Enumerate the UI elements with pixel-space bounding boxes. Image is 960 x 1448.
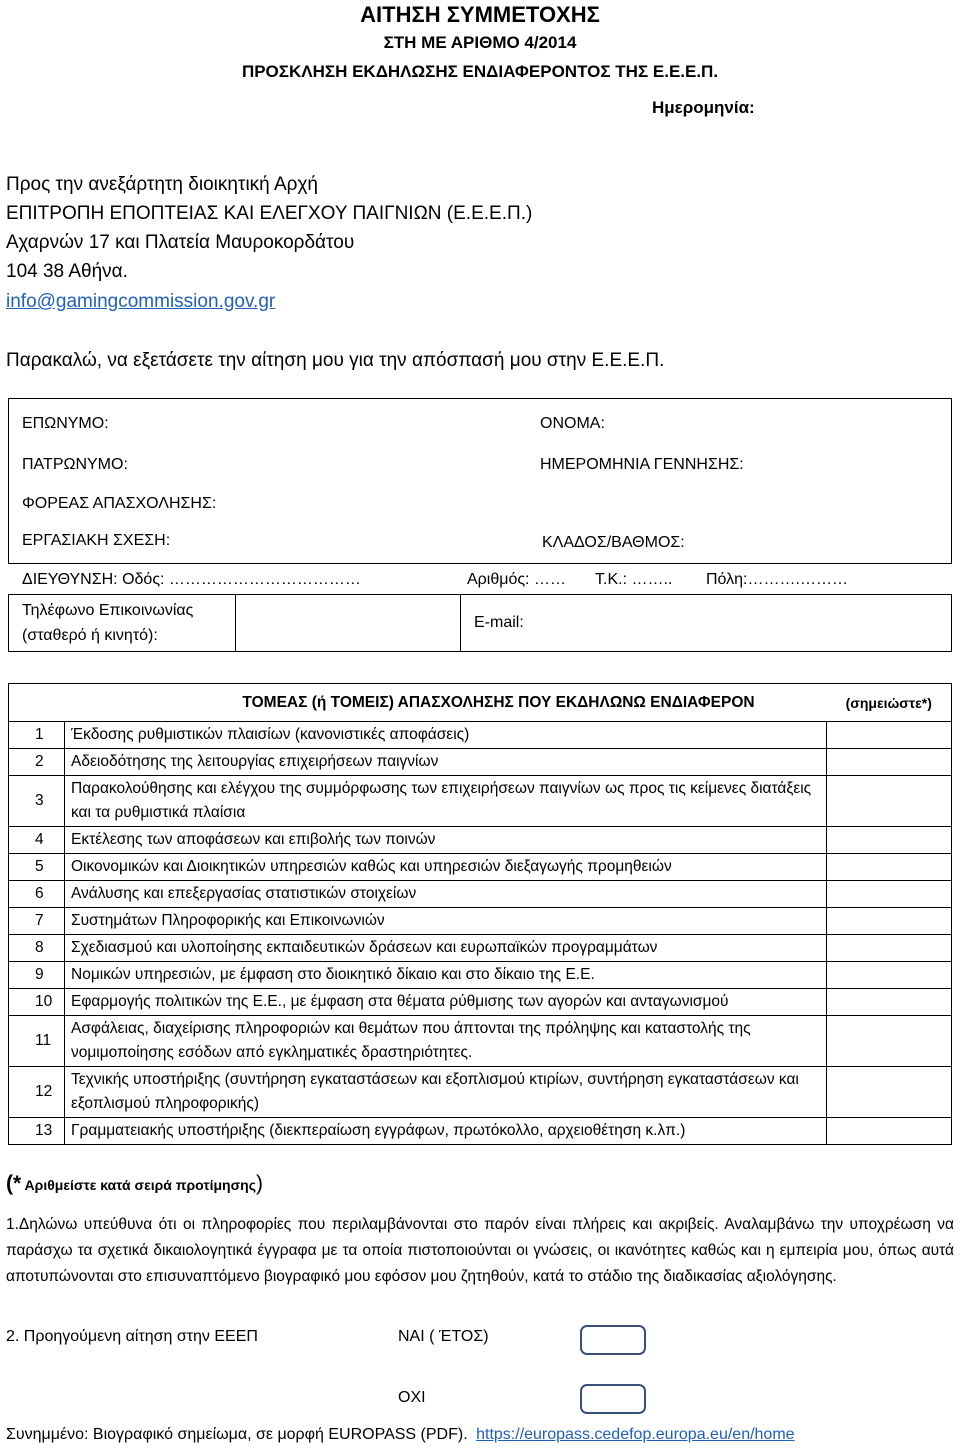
sector-mark-cell[interactable] xyxy=(827,776,952,827)
sector-text: Σχεδιασμού και υλοποίησης εκπαιδευτικών δράσεων και ευρωπαϊκών προγραμμάτων xyxy=(65,935,827,962)
sector-rows xyxy=(9,722,952,1145)
employment-relation-label: ΕΡΓΑΣΙΑΚΗ ΣΧΕΣΗ: xyxy=(22,532,171,549)
page-subtitle: ΣΤΗ ΜΕ ΑΡΙΘΜΟ 4/2014 xyxy=(383,33,577,52)
previous-no-label: ΟΧΙ xyxy=(398,1389,426,1406)
sector-mark-cell[interactable] xyxy=(827,962,952,989)
page-subtitle-2: ΠΡΟΣΚΛΗΣΗ ΕΚΔΗΛΩΣΗΣ ΕΝΔΙΑΦΕΡΟΝΤΟΣ ΤΗΣ Ε.Ε.Ε.Π. xyxy=(241,62,719,81)
declaration-text: 1.Δηλώνω υπεύθυνα ότι οι πληροφορίες που περιλαμβάνονται στο παρόν είναι πλήρεις και ακριβείς. Αναλαμβάνω την υποχρέωση να παράσχω τα σχετικά δικαιολογητικά έγγραφα με τα οποία πιστοποιούνται οι γνώσεις, οι ικανότητες καθώς και η εμπειρία μου, όπως αυτά αποτυπώνονται στο επισυναπτόμενο βιογραφικό μου εφόσον μου ζητηθούν, κατά το στάδιο της διαδικασίας αξιολόγησης. xyxy=(6,1216,954,1285)
sector-mark-cell[interactable] xyxy=(827,908,952,935)
recipient-line-1: Προς την ανεξάρτητη διοικητική Αρχή xyxy=(6,174,318,195)
sectors-header: ΤΟΜΕΑΣ (ή ΤΟΜΕΙΣ) ΑΠΑΣΧΟΛΗΣΗΣ ΠΟΥ ΕΚΔΗΛΩΝΩ ΕΝΔΙΑΦΕΡΟΝ xyxy=(65,684,827,722)
sector-number: 2 xyxy=(9,749,65,776)
postal-code-label: Τ.Κ.: …….. xyxy=(595,571,673,588)
name-label: ΟΝΟΜΑ: xyxy=(540,415,605,432)
sector-text: Παρακολούθησης και ελέγχου της συμμόρφωσης των επιχειρήσεων παιγνίων ως προς τις κείμενες διατάξεις και τα ρυθμιστικά πλαίσια xyxy=(65,776,827,827)
sector-row xyxy=(9,1016,952,1067)
sector-row xyxy=(9,962,952,989)
recipient-line-2: ΕΠΙΤΡΟΠΗ ΕΠΟΠΤΕΙΑΣ ΚΑΙ ΕΛΕΓΧΟΥ ΠΑΙΓΝΙΩΝ (Ε.Ε.Ε.Π.) xyxy=(6,203,533,224)
phone-label-line-2: (σταθερό ή κινητό): xyxy=(22,627,158,644)
sector-number: 9 xyxy=(9,962,65,989)
date-label: Ημερομηνία: xyxy=(652,98,755,117)
grade-label: ΚΛΑΔΟΣ/ΒΑΘΜΟΣ: xyxy=(542,534,685,551)
attachment-label: Συνημμένο: Βιογραφικό σημείωμα, σε μορφή EUROPASS (PDF). xyxy=(6,1426,468,1443)
mark-header: (σημειώστε*) xyxy=(827,684,952,722)
recipient-line-4: 104 38 Αθήνα. xyxy=(6,261,128,282)
page-title: ΑΙΤΗΣΗ ΣΥΜΜΕΤΟΧΗΣ xyxy=(360,2,600,27)
address-number-label: Αριθμός: …… xyxy=(467,571,566,588)
sector-text: Οικονομικών και Διοικητικών υπηρεσιών καθώς και υπηρεσιών διεξαγωγής προμηθειών xyxy=(65,854,827,881)
sector-mark-cell[interactable] xyxy=(827,881,952,908)
sector-mark-cell[interactable] xyxy=(827,1067,952,1118)
sector-mark-cell[interactable] xyxy=(827,935,952,962)
previous-yes-label: ΝΑΙ ( ΈΤΟΣ) xyxy=(398,1328,489,1345)
sector-row xyxy=(9,854,952,881)
address-street-label: ΔΙΕΥΘΥΝΣΗ: Οδός: ……………………………… xyxy=(22,571,361,588)
sector-number: 5 xyxy=(9,854,65,881)
sector-text: Έκδοσης ρυθμιστικών πλαισίων (κανονιστικές αποφάσεις) xyxy=(65,722,827,749)
sector-mark-cell[interactable] xyxy=(827,989,952,1016)
sector-number: 11 xyxy=(9,1016,65,1067)
request-text: Παρακαλώ, να εξετάσετε την αίτηση μου για την απόσπασή μου στην Ε.Ε.Ε.Π. xyxy=(6,350,665,371)
email-label: E-mail: xyxy=(474,614,524,631)
sectors-table xyxy=(8,683,952,1145)
sector-row xyxy=(9,1118,952,1145)
sector-text: Συστημάτων Πληροφορικής και Επικοινωνιών xyxy=(65,908,827,935)
sector-number: 4 xyxy=(9,827,65,854)
sector-mark-cell[interactable] xyxy=(827,1016,952,1067)
sector-text: Γραμματειακής υποστήριξης (διεκπεραίωση εγγράφων, πρωτόκολλο, αρχειοθέτηση κ.λπ.) xyxy=(65,1118,827,1145)
sector-mark-cell[interactable] xyxy=(827,722,952,749)
previous-application-label: 2. Προηγούμενη αίτηση στην ΕΕΕΠ xyxy=(6,1328,258,1345)
sector-text: Τεχνικής υποστήριξης (συντήρηση εγκαταστάσεων και εξοπλισμού κτιρίων, συντήρηση εγκαταστάσεων και εξοπλισμού πληροφορικής) xyxy=(65,1067,827,1118)
sector-number: 1 xyxy=(9,722,65,749)
recipient-email-link[interactable]: info@gamingcommission.gov.gr xyxy=(6,291,276,312)
phone-input-cell[interactable] xyxy=(235,594,461,652)
no-checkbox[interactable] xyxy=(580,1384,646,1414)
sector-row xyxy=(9,908,952,935)
sector-text: Εφαρμογής πολιτικών της Ε.Ε., με έμφαση στα θέματα ρύθμισης των αγορών και ανταγωνισμού xyxy=(65,989,827,1016)
sector-text: Εκτέλεσης των αποφάσεων και επιβολής των ποινών xyxy=(65,827,827,854)
sector-text: Νομικών υπηρεσιών, με έμφαση στο διοικητικό δίκαιο και στο δίκαιο της Ε.Ε. xyxy=(65,962,827,989)
fathers-name-label: ΠΑΤΡΩΝΥΜΟ: xyxy=(22,456,128,473)
employer-label: ΦΟΡΕΑΣ ΑΠΑΣΧΟΛΗΣΗΣ: xyxy=(22,495,217,512)
sector-mark-cell[interactable] xyxy=(827,749,952,776)
surname-label: ΕΠΩΝΥΜΟ: xyxy=(22,415,109,432)
europass-link[interactable]: https://europass.cedefop.europa.eu/en/home xyxy=(476,1426,795,1443)
sector-text: Ανάλυσης και επεξεργασίας στατιστικών στοιχείων xyxy=(65,881,827,908)
sector-row xyxy=(9,722,952,749)
recipient-line-3: Αχαρνών 17 και Πλατεία Μαυροκορδάτου xyxy=(6,232,355,253)
sector-row xyxy=(9,935,952,962)
sector-row xyxy=(9,776,952,827)
phone-label-line-1: Τηλέφωνο Επικοινωνίας xyxy=(22,602,194,619)
attachment-line xyxy=(6,1426,795,1444)
sector-text: Ασφάλειας, διαχείρισης πληροφοριών και θεμάτων που άπτονται της πρόληψης και καταστολής της νομιμοποίησης εσόδων από εγκληματικές δραστηριότητες. xyxy=(65,1016,827,1067)
footnote-text: Αριθμείστε κατά σειρά προτίμησης xyxy=(21,1177,257,1193)
sector-text: Αδειοδότησης της λειτουργίας επιχειρήσεων παιγνίων xyxy=(65,749,827,776)
sector-number: 12 xyxy=(9,1067,65,1118)
sector-mark-cell[interactable] xyxy=(827,1118,952,1145)
sector-number: 13 xyxy=(9,1118,65,1145)
sectors-header-row xyxy=(9,684,952,722)
sector-number: 3 xyxy=(9,776,65,827)
sector-number: 10 xyxy=(9,989,65,1016)
footnote xyxy=(6,1172,263,1196)
footnote-close: ) xyxy=(256,1172,264,1195)
sector-mark-cell[interactable] xyxy=(827,854,952,881)
birth-date-label: ΗΜΕΡΟΜΗΝΙΑ ΓΕΝΝΗΣΗΣ: xyxy=(540,456,744,473)
sector-row xyxy=(9,827,952,854)
footnote-open: (* xyxy=(6,1172,22,1195)
header-blank-cell xyxy=(9,684,65,722)
city-label: Πόλη:……….……… xyxy=(706,571,848,588)
sector-row xyxy=(9,881,952,908)
yes-checkbox[interactable] xyxy=(580,1325,646,1355)
sector-row xyxy=(9,749,952,776)
sector-row xyxy=(9,989,952,1016)
sector-number: 6 xyxy=(9,881,65,908)
sector-number: 7 xyxy=(9,908,65,935)
sector-number: 8 xyxy=(9,935,65,962)
sector-mark-cell[interactable] xyxy=(827,827,952,854)
sector-row xyxy=(9,1067,952,1118)
